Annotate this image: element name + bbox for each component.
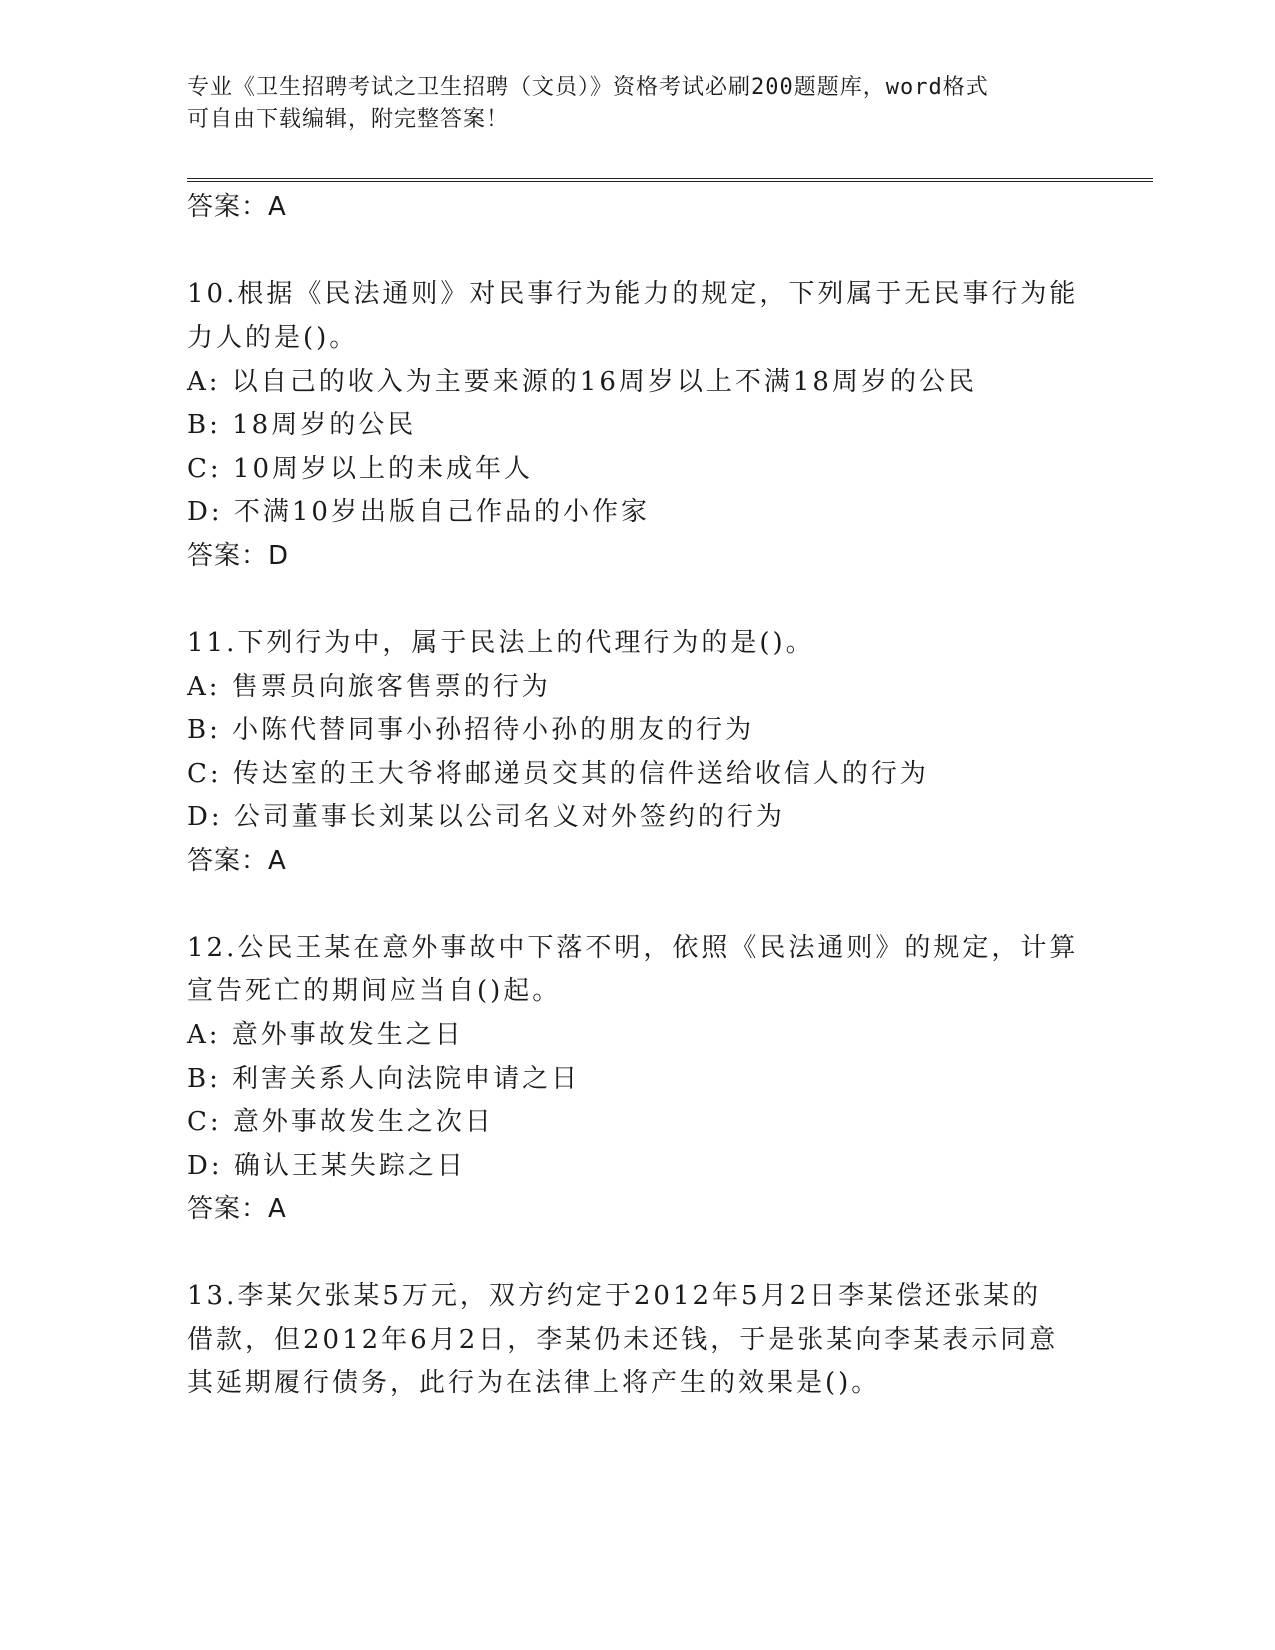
question-13-stem-line-1: 13.李某欠张某5万元，双方约定于2012年5月2日李某偿还张某的 bbox=[187, 1281, 1042, 1311]
header-line-1: 专业《卫生招聘考试之卫生招聘（文员）》资格考试必刷200题题库，word格式 bbox=[187, 75, 989, 100]
question-10-answer: 答案：D bbox=[187, 541, 290, 571]
question-12-option-c: C: 意外事故发生之次日 bbox=[187, 1107, 494, 1137]
question-12-option-b: B: 利害关系人向法院申请之日 bbox=[187, 1064, 581, 1094]
question-12-answer: 答案：A bbox=[187, 1194, 287, 1224]
question-11-option-c: C: 传达室的王大爷将邮递员交其的信件送给收信人的行为 bbox=[187, 759, 929, 789]
document-header bbox=[187, 72, 1067, 136]
question-10-option-c: C: 10周岁以上的未成年人 bbox=[187, 454, 534, 484]
answer-line: 答案：A bbox=[187, 192, 287, 222]
question-12-stem-line-1: 12.公民王某在意外事故中下落不明，依照《民法通则》的规定，计算 bbox=[187, 933, 1079, 963]
question-10-stem-line-2: 力人的是()。 bbox=[187, 323, 359, 353]
question-12-stem-line-2: 宣告死亡的期间应当自()起。 bbox=[187, 976, 562, 1006]
question-10-stem-line-1: 10.根据《民法通则》对民事行为能力的规定，下列属于无民事行为能 bbox=[187, 279, 1079, 309]
question-12-option-d: D: 确认王某失踪之日 bbox=[187, 1151, 466, 1181]
question-13-stem-line-2: 借款，但2012年6月2日，李某仍未还钱，于是张某向李某表示同意 bbox=[187, 1325, 1059, 1355]
header-line-2: 可自由下载编辑，附完整答案！ bbox=[187, 107, 510, 132]
question-13-stem-line-3: 其延期履行债务，此行为在法律上将产生的效果是()。 bbox=[187, 1368, 881, 1398]
question-11-option-b: B: 小陈代替同事小孙招待小孙的朋友的行为 bbox=[187, 715, 755, 745]
header-divider bbox=[187, 178, 1153, 182]
question-11-answer: 答案：A bbox=[187, 846, 287, 876]
question-11-option-a: A: 售票员向旅客售票的行为 bbox=[187, 672, 551, 702]
question-10-option-d: D: 不满10岁出版自己作品的小作家 bbox=[187, 497, 650, 527]
question-10-option-a: A: 以自己的收入为主要来源的16周岁以上不满18周岁的公民 bbox=[187, 367, 977, 397]
question-11-stem-line-1: 11.下列行为中，属于民法上的代理行为的是()。 bbox=[187, 628, 815, 658]
question-12-option-a: A: 意外事故发生之日 bbox=[187, 1020, 464, 1050]
question-10-option-b: B: 18周岁的公民 bbox=[187, 410, 417, 440]
question-11-option-d: D: 公司董事长刘某以公司名义对外签约的行为 bbox=[187, 802, 785, 832]
